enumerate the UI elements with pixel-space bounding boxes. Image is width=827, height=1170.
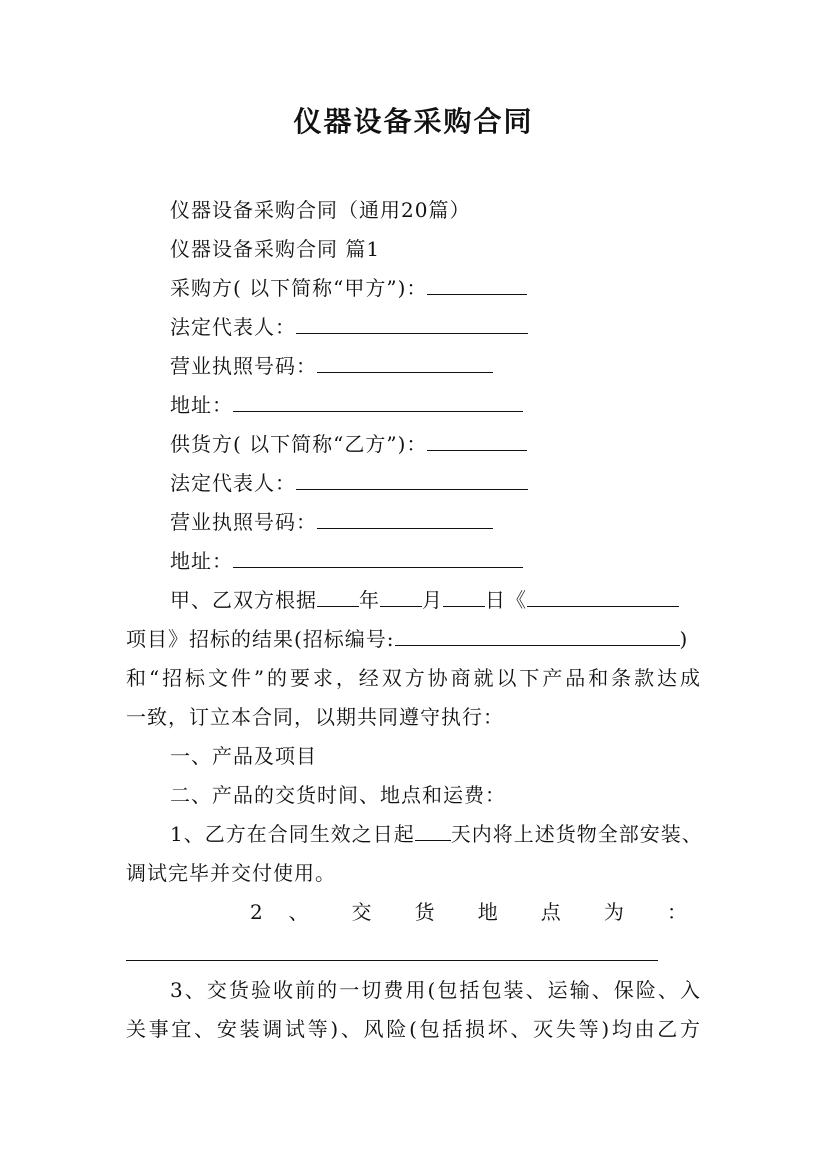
tender-number-blank bbox=[395, 625, 680, 646]
agreement-para-line-3: 和“招标文件”的要求，经双方协商就以下产品和条款达成 bbox=[126, 666, 701, 690]
contract-subtitle bbox=[170, 196, 470, 224]
buyer-rep-blank bbox=[296, 313, 528, 334]
delivery-item-2: 2 、 交 货 地 点 为 ： bbox=[250, 900, 688, 924]
supplier-blank bbox=[427, 430, 527, 451]
item-text: 1、乙方在合同生效之日起 bbox=[170, 822, 415, 846]
para-text: 月 bbox=[422, 588, 443, 612]
para-text: 甲、乙双方根据 bbox=[170, 588, 317, 612]
supplier-address-line bbox=[170, 547, 523, 575]
contract-heading-1 bbox=[170, 235, 380, 263]
project-blank bbox=[527, 586, 679, 607]
supplier-license-line bbox=[170, 508, 493, 536]
item-text: 天内将上述货物全部安装、 bbox=[450, 822, 703, 846]
supplier-address-blank bbox=[233, 547, 523, 568]
agreement-para-line-2 bbox=[126, 625, 701, 653]
days-blank bbox=[415, 820, 451, 841]
supplier-address-label: 地址： bbox=[170, 549, 233, 573]
delivery-item-3-line-2: 关事宜、安装调试等)、风险(包括损坏、灭失等)均由乙方 bbox=[126, 1017, 701, 1041]
buyer-license-label: 营业执照号码： bbox=[170, 354, 317, 378]
supplier-rep-blank bbox=[296, 469, 528, 490]
day-blank bbox=[443, 586, 485, 607]
buyer-rep-label: 法定代表人： bbox=[170, 315, 296, 339]
para-text: 项目》招标的结果(招标编号: bbox=[126, 627, 395, 651]
agreement-para-line-1 bbox=[170, 586, 679, 614]
item-text: 3、交货验收前的一切费用(包括包装、运输、保险、入 bbox=[170, 978, 701, 1002]
month-blank bbox=[380, 586, 422, 607]
buyer-address-blank bbox=[233, 391, 523, 412]
supplier-license-label: 营业执照号码： bbox=[170, 510, 317, 534]
para-text: ) bbox=[679, 627, 689, 651]
buyer-blank bbox=[427, 274, 527, 295]
delivery-item-3-line-1 bbox=[170, 976, 701, 1004]
supplier-rep-line bbox=[170, 469, 528, 497]
heading-text: 仪器设备采购合同 篇1 bbox=[170, 237, 381, 261]
supplier-label: 供货方( 以下简称“乙方”)： bbox=[170, 432, 428, 456]
agreement-para-line-4: 一致，订立本合同，以期共同遵守执行： bbox=[126, 705, 504, 729]
delivery-item-1-line-1 bbox=[170, 820, 701, 848]
section-heading-2: 二、产品的交货时间、地点和运费： bbox=[170, 783, 506, 807]
buyer-label: 采购方( 以下简称“甲方”)： bbox=[170, 276, 428, 300]
para-text: 日《 bbox=[485, 588, 527, 612]
supplier-rep-label: 法定代表人： bbox=[170, 471, 296, 495]
section-heading-1: 一、产品及项目 bbox=[170, 744, 317, 768]
buyer-license-blank bbox=[317, 352, 493, 373]
document-title: 仪器设备采购合同 bbox=[293, 105, 534, 138]
buyer-rep-line bbox=[170, 313, 528, 341]
buyer-address-line bbox=[170, 391, 523, 419]
delivery-item-1-line-2: 调试完毕并交付使用。 bbox=[126, 861, 336, 885]
supplier-line bbox=[170, 430, 527, 458]
buyer-license-line bbox=[170, 352, 493, 380]
subtitle-text: 仪器设备采购合同（通用20篇） bbox=[170, 198, 471, 222]
supplier-license-blank bbox=[317, 508, 493, 529]
delivery-place-blank bbox=[126, 960, 658, 961]
buyer-line bbox=[170, 274, 527, 302]
year-blank bbox=[317, 586, 359, 607]
para-text: 年 bbox=[359, 588, 380, 612]
buyer-address-label: 地址： bbox=[170, 393, 233, 417]
